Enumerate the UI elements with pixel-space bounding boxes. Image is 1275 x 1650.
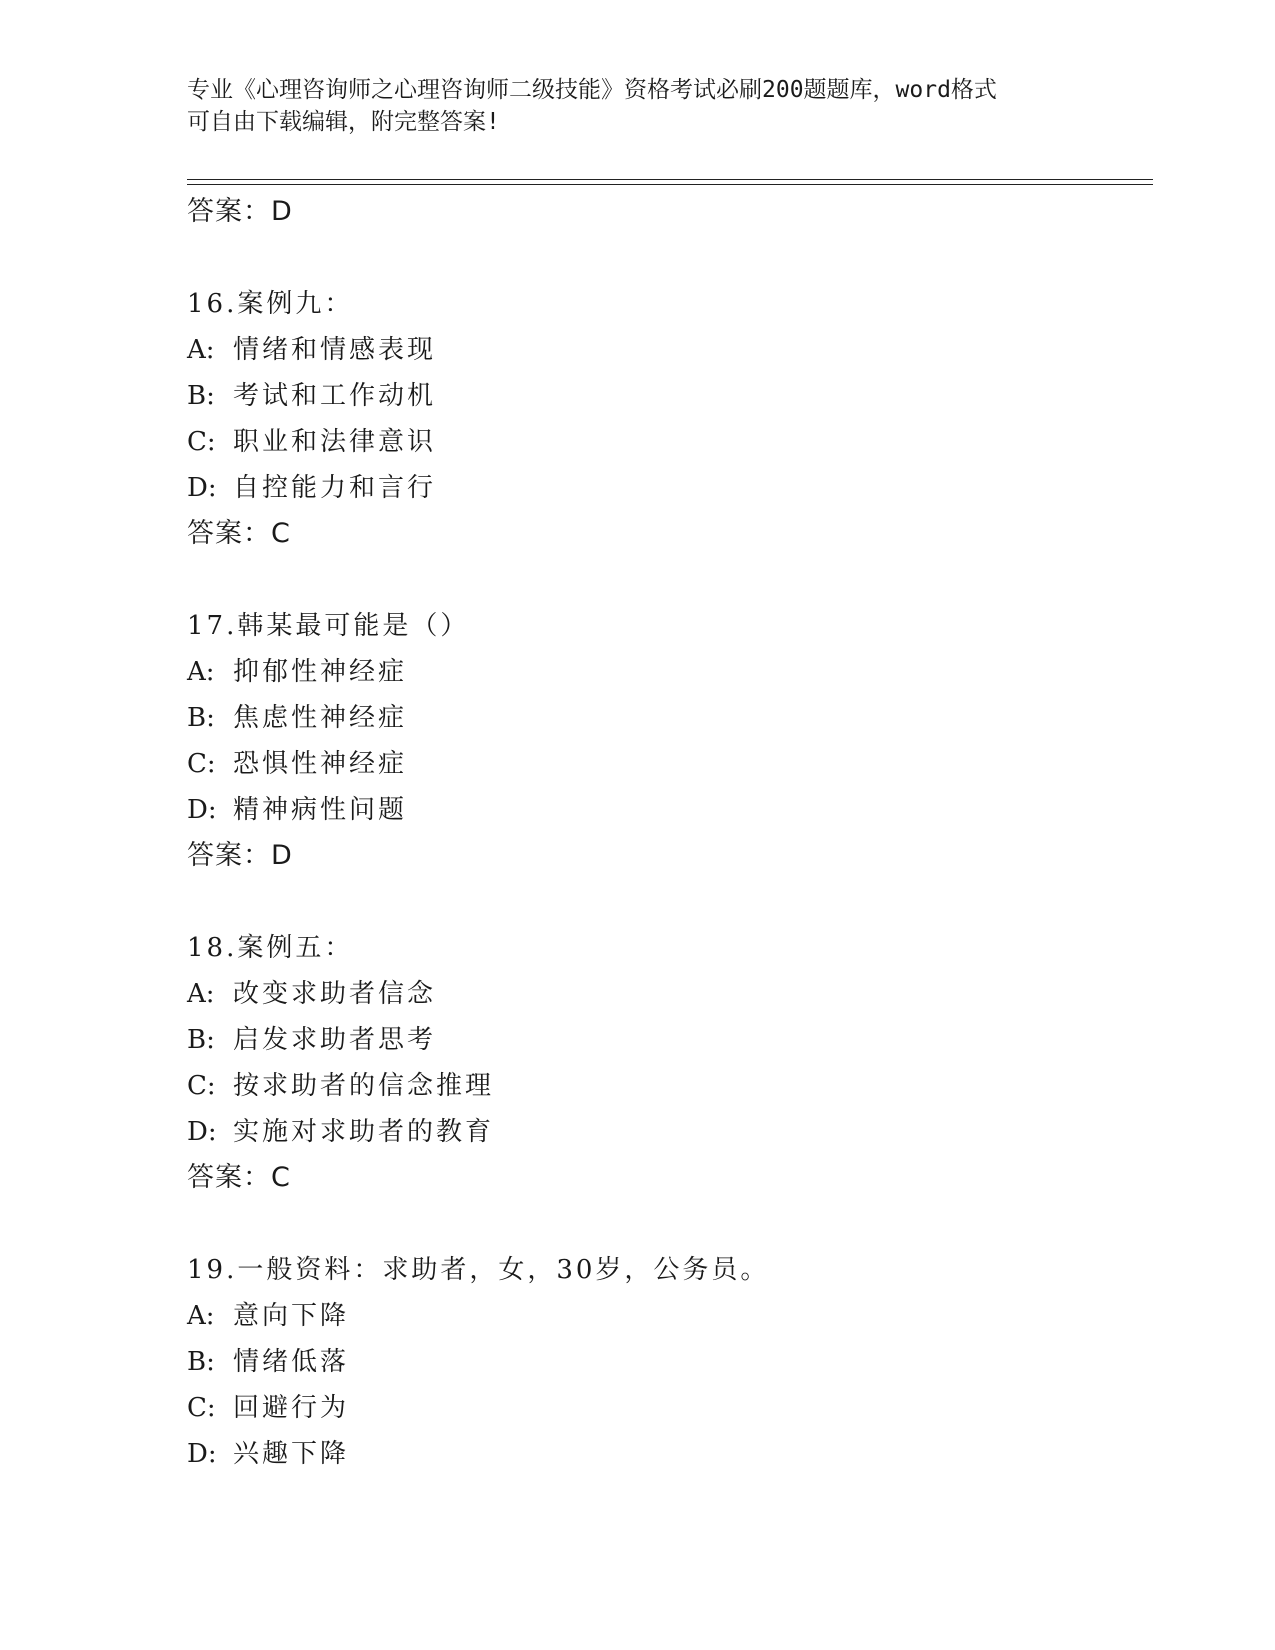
spacer: [187, 557, 1153, 603]
question-block-17: [187, 603, 1153, 879]
option-c: [187, 741, 1153, 787]
option-b: [187, 373, 1153, 419]
spacer: [187, 879, 1153, 925]
option-text: 情绪和情感表现: [233, 335, 437, 365]
option-text: 实施对求助者的教育: [233, 1117, 495, 1147]
option-b: [187, 1339, 1153, 1385]
option-text: 按求助者的信念推理: [233, 1071, 495, 1101]
option-letter: B:: [187, 1025, 215, 1055]
option-d: [187, 465, 1153, 511]
header-line-1: 专业《心理咨询师之心理咨询师二级技能》资格考试必刷200题题库，word格式: [187, 77, 997, 103]
option-letter: C:: [187, 427, 216, 457]
header-line-2: 可自由下载编辑，附完整答案!: [187, 109, 500, 135]
document-header: [187, 74, 1087, 138]
option-letter: C:: [187, 749, 216, 779]
option-letter: C:: [187, 1393, 216, 1423]
option-d: [187, 1109, 1153, 1155]
answer-line: 答案：C: [187, 518, 291, 549]
option-a: [187, 971, 1153, 1017]
question-block-19: [187, 1247, 1153, 1477]
option-letter: A:: [187, 335, 215, 365]
question-stem: 17.韩某最可能是（）: [187, 611, 470, 641]
option-a: [187, 327, 1153, 373]
spacer: [187, 1201, 1153, 1247]
option-text: 职业和法律意识: [233, 427, 437, 457]
option-text: 抑郁性神经症: [233, 657, 408, 687]
question-stem: 19.一般资料：求助者，女，30岁，公务员。: [187, 1255, 770, 1285]
option-text: 兴趣下降: [233, 1439, 350, 1469]
answer-line: 答案：C: [187, 1162, 291, 1193]
option-letter: A:: [187, 979, 215, 1009]
option-letter: B:: [187, 703, 215, 733]
header-rule-top: [187, 179, 1153, 180]
option-text: 焦虑性神经症: [233, 703, 408, 733]
option-letter: B:: [187, 1347, 215, 1377]
option-text: 启发求助者思考: [233, 1025, 437, 1055]
option-letter: A:: [187, 657, 215, 687]
option-text: 意向下降: [233, 1301, 350, 1331]
option-c: [187, 1385, 1153, 1431]
option-text: 回避行为: [233, 1393, 350, 1423]
spacer: [187, 235, 1153, 281]
option-letter: D:: [187, 1439, 217, 1469]
option-c: [187, 1063, 1153, 1109]
option-text: 恐惧性神经症: [233, 749, 408, 779]
option-d: [187, 787, 1153, 833]
previous-answer: 答案：D: [187, 196, 293, 227]
option-b: [187, 695, 1153, 741]
option-letter: C:: [187, 1071, 216, 1101]
option-a: [187, 1293, 1153, 1339]
document-body: [187, 189, 1153, 1477]
option-text: 情绪低落: [233, 1347, 350, 1377]
option-text: 精神病性问题: [233, 795, 408, 825]
question-stem: 16.案例九：: [187, 289, 354, 319]
option-letter: D:: [187, 795, 217, 825]
option-c: [187, 419, 1153, 465]
question-block-18: [187, 925, 1153, 1201]
option-letter: D:: [187, 473, 217, 503]
option-letter: D:: [187, 1117, 217, 1147]
option-letter: B:: [187, 381, 215, 411]
option-text: 改变求助者信念: [233, 979, 437, 1009]
option-text: 考试和工作动机: [233, 381, 437, 411]
header-rule-bottom: [187, 184, 1153, 185]
option-b: [187, 1017, 1153, 1063]
answer-line: 答案：D: [187, 840, 293, 871]
option-text: 自控能力和言行: [233, 473, 437, 503]
question-block-16: [187, 281, 1153, 557]
option-letter: A:: [187, 1301, 215, 1331]
option-d: [187, 1431, 1153, 1477]
option-a: [187, 649, 1153, 695]
question-stem: 18.案例五：: [187, 933, 354, 963]
